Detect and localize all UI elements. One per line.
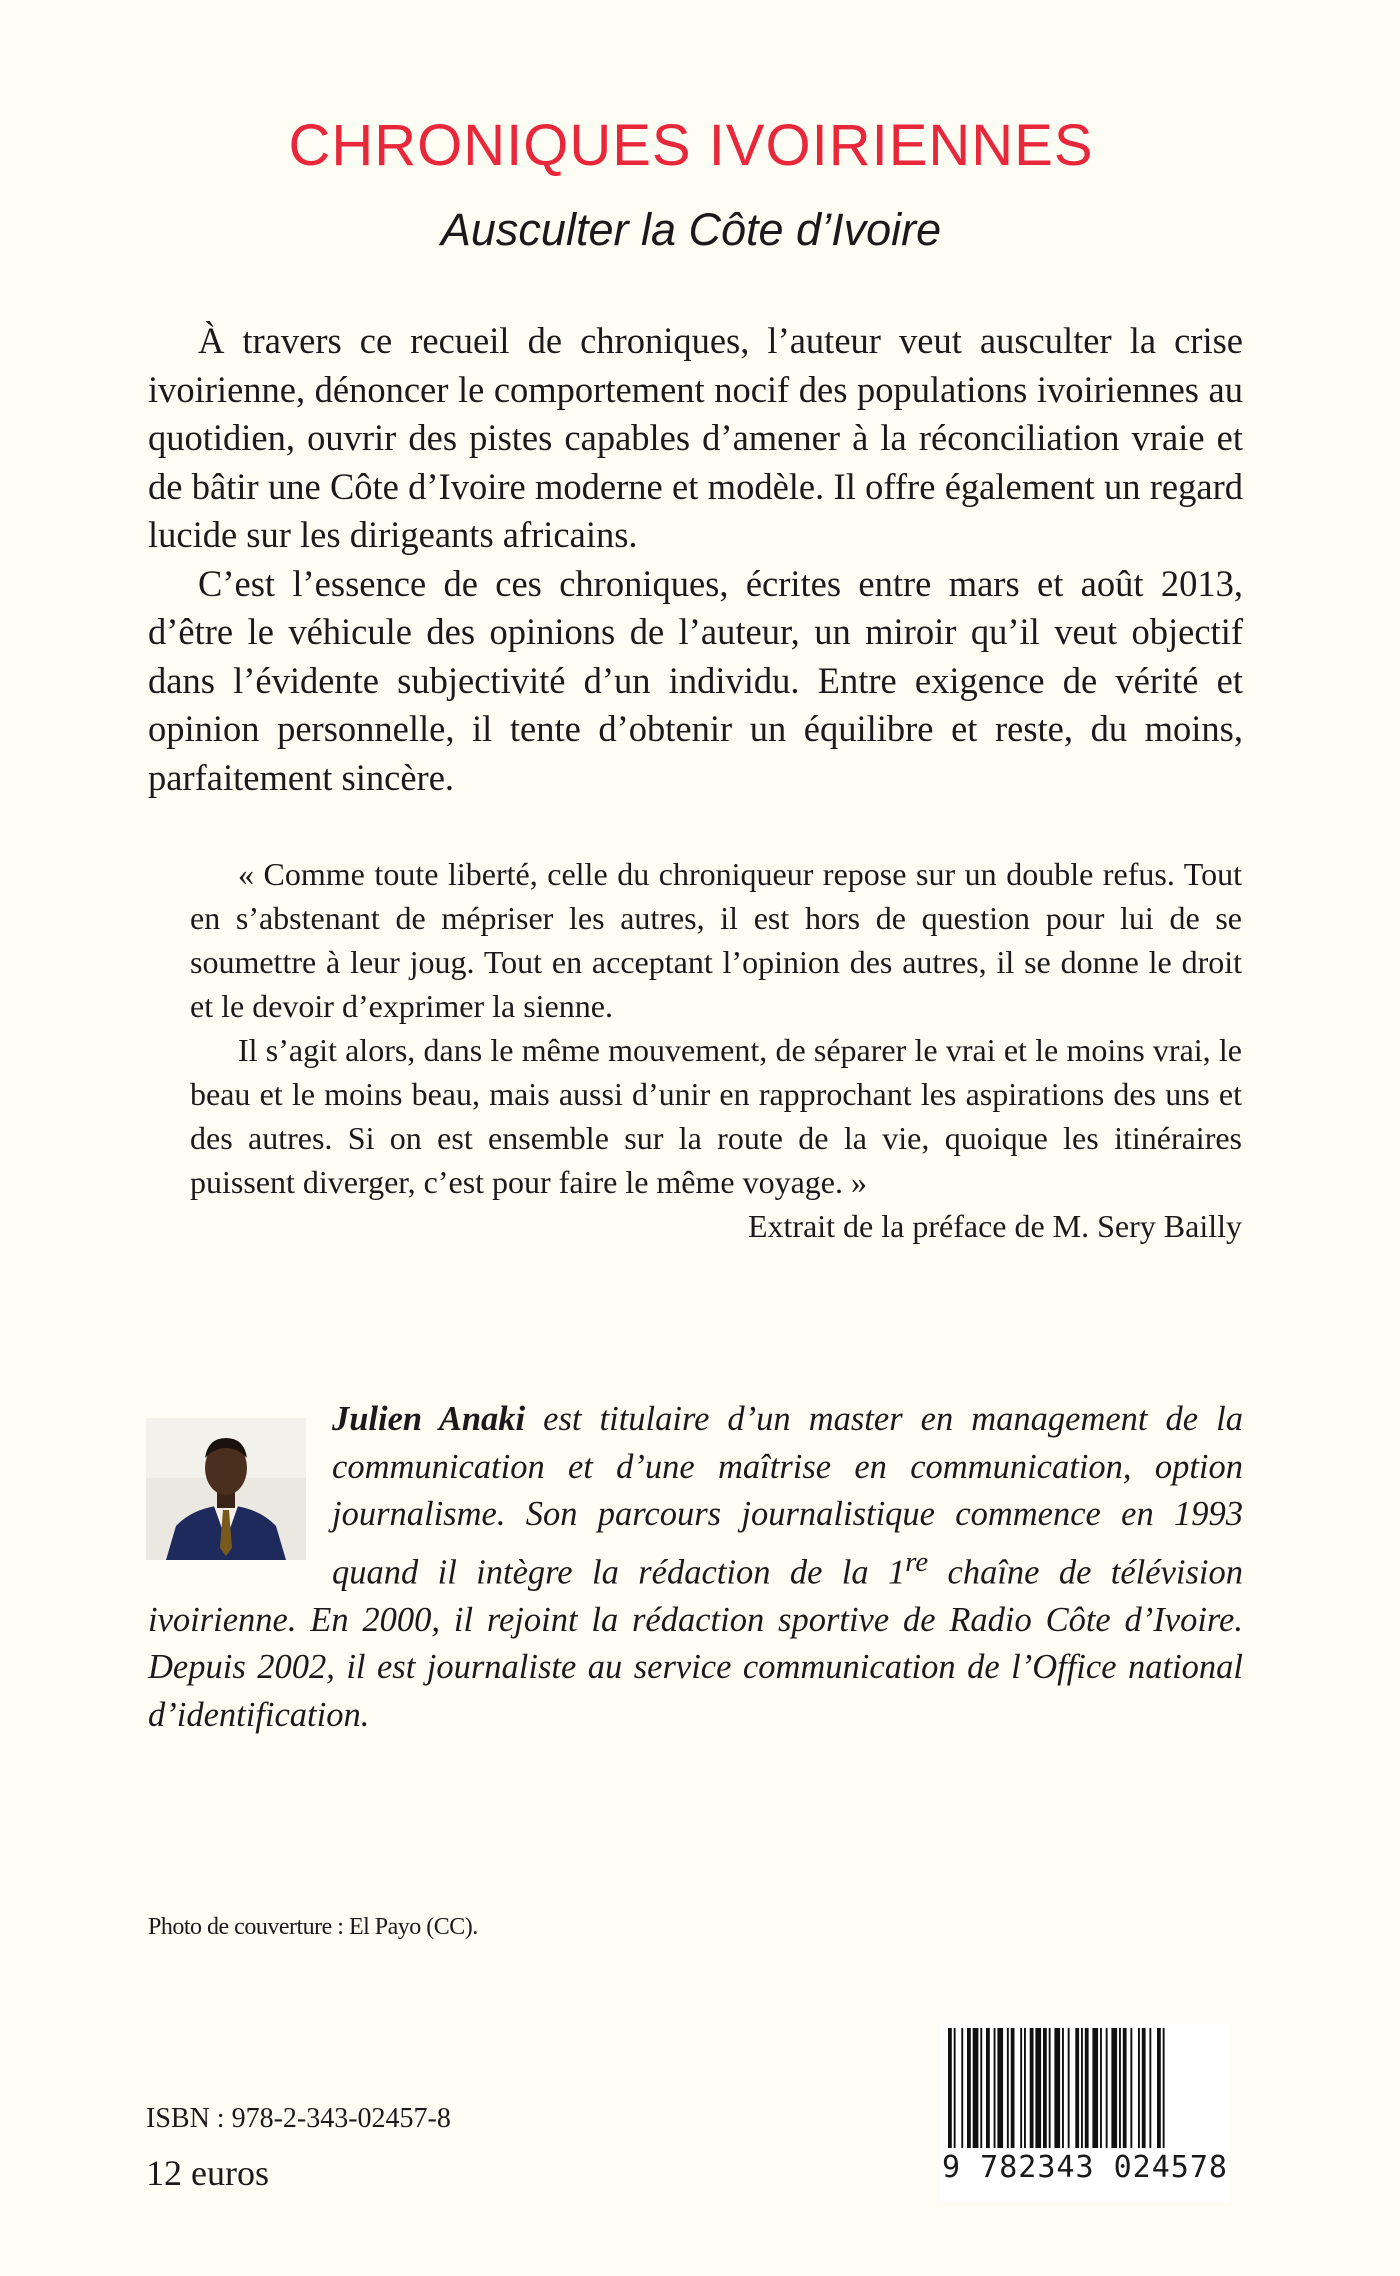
barcode-bar xyxy=(1020,2028,1022,2148)
barcode-bar xyxy=(1157,2028,1161,2148)
intro-paragraph: À travers ce recueil de chroniques, l’auteur veut ausculter la crise ivoirienne, dénoncer le comportement nocif des populations ivoiriennes au quotidien, ouvrir des pistes capables d’amener à la réconciliation vraie et de bâtir une Côte d’Ivoire moderne et modèle. Il offre également un regard lucide sur les dirigeants africains. xyxy=(148,320,1243,555)
intro-paragraph: C’est l’essence de ces chroniques, écrites entre mars et août 2013, d’être le véhicule des opinions de l’auteur, un miroir qu’il veut objectif dans l’évidente subjectivité d’un individu. Entre exigence de vérité et opinion personnelle, il tente d’obtenir un équilibre et reste, du moins, parfaitement sincère. xyxy=(148,562,1243,798)
book-title: CHRONIQUES IVOIRIENNES xyxy=(288,113,1094,178)
barcode-bar xyxy=(954,2028,956,2148)
preface-quote xyxy=(190,852,1242,1248)
barcode-bars xyxy=(940,2024,1230,2148)
price: 12 euros xyxy=(146,2153,269,2193)
barcode-bar xyxy=(1075,2028,1079,2148)
barcode-bar xyxy=(997,2028,1003,2148)
barcode-bar xyxy=(1024,2028,1026,2148)
isbn: ISBN : 978-2-343-02457-8 xyxy=(146,2103,451,2134)
barcode-bar xyxy=(967,2028,971,2148)
barcode-bar xyxy=(1007,2028,1009,2148)
author-photo xyxy=(146,1418,306,1560)
author-bio xyxy=(148,1396,1243,1739)
barcode-bar xyxy=(1043,2028,1047,2148)
photo-credit: Photo de couverture : El Payo (CC). xyxy=(148,1914,478,1940)
barcode-bar xyxy=(1100,2028,1102,2148)
barcode-bar xyxy=(1123,2028,1127,2148)
barcode-bar xyxy=(1163,2028,1165,2148)
barcode-bar xyxy=(1035,2028,1041,2148)
barcode-bar xyxy=(1085,2028,1089,2148)
barcode-bar xyxy=(1106,2028,1108,2148)
barcode-bar xyxy=(1068,2028,1070,2148)
barcode-bar xyxy=(1119,2028,1121,2148)
barcode-bar xyxy=(1149,2028,1151,2148)
barcode-bar xyxy=(980,2028,982,2148)
book-subtitle: Ausculter la Côte d’Ivoire xyxy=(440,204,942,255)
barcode-bar xyxy=(1142,2028,1146,2148)
barcode-bar xyxy=(948,2028,952,2148)
barcode-bar xyxy=(961,2028,963,2148)
barcode-number: 9 782343 024578 xyxy=(940,2148,1230,2188)
bio-text: chaîne de télévision ivoirienne. En 2000, il rejoint la rédaction sportive de Radio Côte d’Ivoire. Depuis 2002, il est journaliste au service communication de l’Office national d’identification. xyxy=(148,1553,1243,1734)
intro-text xyxy=(148,317,1243,802)
barcode-bar xyxy=(1130,2028,1132,2148)
quote-attribution: Extrait de la préface de M. Sery Bailly xyxy=(747,1208,1242,1244)
bio-superscript: re xyxy=(905,1545,929,1578)
author-portrait-image xyxy=(146,1418,306,1560)
barcode-bar xyxy=(1111,2028,1117,2148)
barcode-bar xyxy=(1092,2028,1098,2148)
barcode-bar xyxy=(986,2028,990,2148)
barcode-bar xyxy=(973,2028,979,2148)
bio-text: est titulaire d’un master en management de la communication et d’une maîtrise en communication, option journalisme. Son parcours journalistique commence en 1993 quand il intègre la rédaction de la 1 xyxy=(332,1400,1243,1591)
quote-paragraph: « Comme toute liberté, celle du chroniqueur repose sur un double refus. Tout en s’abstenant de mépriser les autres, il est hors de question pour lui de se soumettre à leur joug. Tout en acceptant l’opinion des autres, il se donne le droit et le devoir d’exprimer la sienne. xyxy=(190,856,1242,1024)
barcode-bar xyxy=(1081,2028,1083,2148)
quote-paragraph: Il s’agit alors, dans le même mouvement, de séparer le vrai et le moins vrai, le beau et le moins beau, mais aussi d’unir en rapprochant les aspirations des uns et des autres. Si on est ensemble sur la route de la vie, quoique les itinéraires puissent diverger, c’est pour faire le même voyage. » xyxy=(190,1032,1242,1200)
barcode-bar xyxy=(1011,2028,1015,2148)
barcode-bar xyxy=(1030,2028,1034,2148)
author-name: Julien Anaki xyxy=(332,1400,526,1438)
barcode-bar xyxy=(994,2028,996,2148)
barcode-bar xyxy=(1062,2028,1064,2148)
barcode-bar xyxy=(1049,2028,1051,2148)
barcode-bar xyxy=(1138,2028,1140,2148)
barcode-bar xyxy=(1054,2028,1060,2148)
